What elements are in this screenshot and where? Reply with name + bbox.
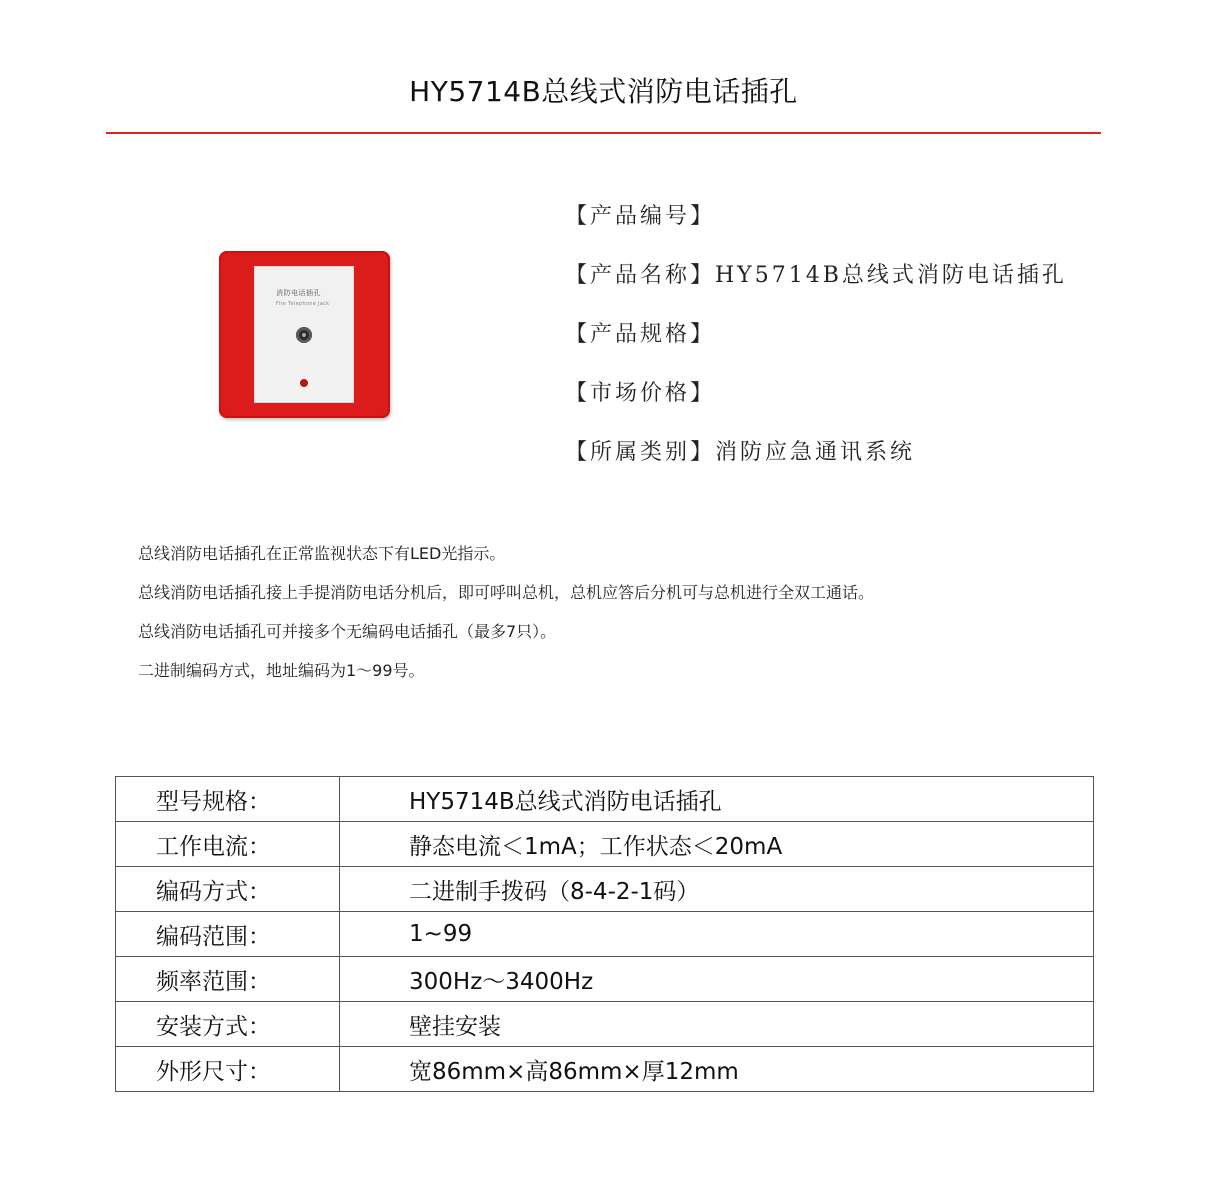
device-faceplate xyxy=(254,266,354,403)
spec-value: 300Hz～3400Hz xyxy=(340,957,1094,1002)
led-indicator-icon xyxy=(300,379,308,387)
faceplate-label-en: Fire Telephone Jack xyxy=(276,301,330,307)
description-line: 总线消防电话插孔在正常监视状态下有LED光指示。 xyxy=(138,544,506,563)
spec-value: HY5714B总线式消防电话插孔 xyxy=(340,777,1094,822)
spec-table xyxy=(115,776,1094,1092)
spec-value: 二进制手拨码（8-4-2-1码） xyxy=(340,867,1094,912)
spec-value: 壁挂安装 xyxy=(340,1002,1094,1047)
spec-label: 工作电流： xyxy=(116,822,340,867)
jack-socket-icon xyxy=(296,327,312,343)
table-row xyxy=(116,957,1094,1002)
spec-label: 型号规格： xyxy=(116,777,340,822)
spec-value: 静态电流＜1mA；工作状态＜20mA xyxy=(340,822,1094,867)
spec-label: 外形尺寸： xyxy=(116,1047,340,1092)
table-row xyxy=(116,1002,1094,1047)
info-category: 【所属类别】消防应急通讯系统 xyxy=(565,440,916,465)
info-market-price: 【市场价格】 xyxy=(565,381,716,406)
spec-label: 频率范围： xyxy=(116,957,340,1002)
info-product-name: 【产品名称】HY5714B总线式消防电话插孔 xyxy=(565,263,1067,288)
description-line: 二进制编码方式，地址编码为1～99号。 xyxy=(138,661,425,680)
faceplate-label-cn: 消防电话插孔 xyxy=(276,289,321,297)
product-image xyxy=(219,251,390,418)
info-product-code: 【产品编号】 xyxy=(565,204,716,229)
spec-label: 编码方式： xyxy=(116,867,340,912)
table-row xyxy=(116,822,1094,867)
description-line: 总线消防电话插孔可并接多个无编码电话插孔（最多7只）。 xyxy=(138,622,557,641)
spec-label: 安装方式： xyxy=(116,1002,340,1047)
table-row xyxy=(116,777,1094,822)
table-row xyxy=(116,912,1094,957)
spec-value: 1~99 xyxy=(340,912,1094,957)
spec-label: 编码范围： xyxy=(116,912,340,957)
description-line: 总线消防电话插孔接上手提消防电话分机后，即可呼叫总机，总机应答后分机可与总机进行全双工通话。 xyxy=(138,583,875,602)
spec-value: 宽86mm×高86mm×厚12mm xyxy=(340,1047,1094,1092)
table-row xyxy=(116,1047,1094,1092)
title-divider xyxy=(106,132,1101,134)
table-row xyxy=(116,867,1094,912)
info-product-spec: 【产品规格】 xyxy=(565,322,716,347)
page-title: HY5714B总线式消防电话插孔 xyxy=(409,75,798,108)
